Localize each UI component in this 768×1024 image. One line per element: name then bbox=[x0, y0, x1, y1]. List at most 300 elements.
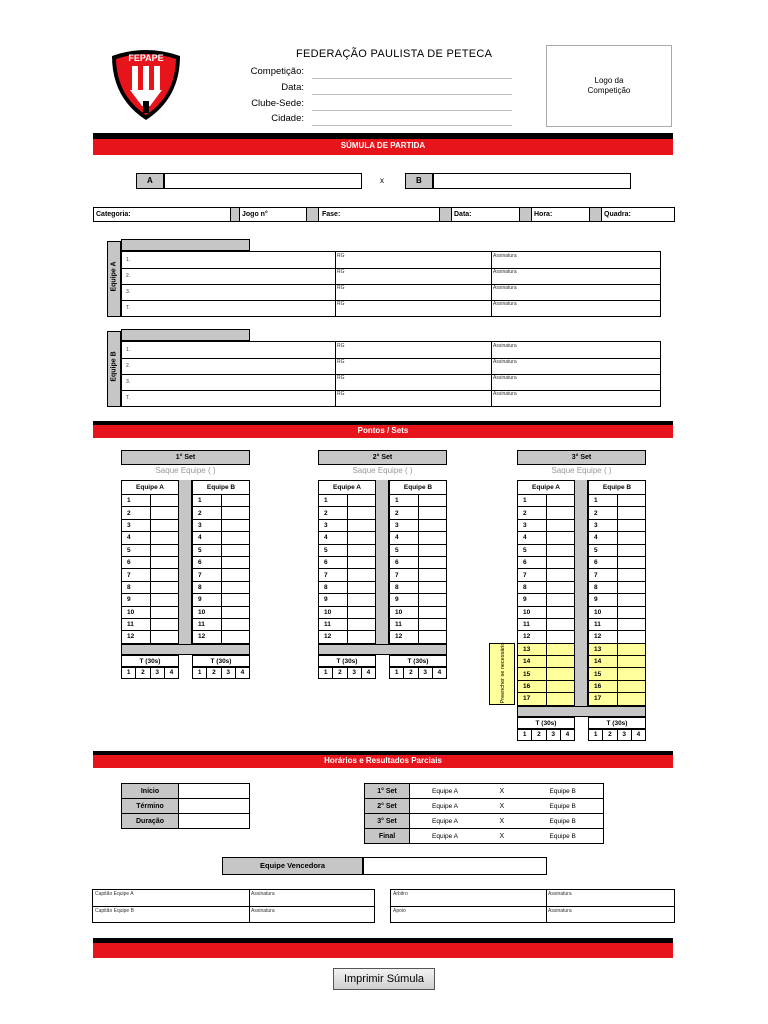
point-number: 12 bbox=[390, 631, 419, 643]
point-number: 2 bbox=[518, 507, 547, 519]
point-cell[interactable] bbox=[418, 556, 446, 568]
point-number: 8 bbox=[390, 581, 419, 593]
point-number: 11 bbox=[122, 618, 151, 630]
result-team-b[interactable]: Equipe B bbox=[520, 799, 604, 814]
point-cell[interactable] bbox=[150, 507, 178, 519]
hora-label: Hora: bbox=[534, 211, 553, 218]
roster-b-row: 1. bbox=[126, 347, 131, 353]
apoio-label: Apoio bbox=[393, 908, 406, 914]
set-title: 2° Set bbox=[318, 450, 447, 465]
sig-label: Assinatura bbox=[493, 343, 517, 349]
rg-label: RG bbox=[337, 359, 345, 365]
point-cell[interactable] bbox=[221, 544, 249, 556]
point-number: 5 bbox=[390, 544, 419, 556]
officials-sign bbox=[390, 889, 675, 923]
point-number: 7 bbox=[589, 569, 618, 581]
set-divider bbox=[178, 480, 192, 655]
roster-a-grid bbox=[121, 251, 661, 317]
rg-label: RG bbox=[337, 269, 345, 275]
results-table bbox=[364, 783, 604, 844]
t30-label: T (30s) bbox=[192, 655, 250, 667]
point-cell[interactable] bbox=[418, 532, 446, 544]
org-title: FEDERAÇÃO PAULISTA DE PETECA bbox=[296, 48, 493, 60]
point-number: 10 bbox=[193, 606, 222, 618]
point-number: 1 bbox=[122, 495, 151, 507]
point-number: 4 bbox=[193, 532, 222, 544]
point-cell[interactable] bbox=[418, 507, 446, 519]
categoria-label: Categoria: bbox=[96, 211, 131, 218]
cap-a-label: Capitão Equipe A bbox=[95, 891, 134, 897]
saque-label: Saque Equipe ( ) bbox=[352, 466, 413, 475]
point-number: 5 bbox=[193, 544, 222, 556]
point-cell[interactable] bbox=[617, 606, 645, 618]
point-number: 5 bbox=[589, 544, 618, 556]
t30-box[interactable]: 4 bbox=[235, 667, 249, 678]
t30-box[interactable]: 2 bbox=[603, 729, 617, 740]
inicio-label: Início bbox=[122, 784, 179, 799]
roster-a-row: 3. bbox=[126, 289, 131, 295]
fase-label: Fase: bbox=[322, 211, 341, 218]
bottom-bar-red bbox=[93, 943, 673, 958]
point-cell[interactable] bbox=[617, 507, 645, 519]
point-number: 4 bbox=[518, 532, 547, 544]
t30-box[interactable]: 4 bbox=[631, 729, 645, 740]
roster-a-row: T. bbox=[126, 305, 130, 311]
point-number: 9 bbox=[390, 594, 419, 606]
t30-box[interactable]: 1 bbox=[319, 667, 333, 678]
point-number: 10 bbox=[518, 606, 547, 618]
point-cell[interactable] bbox=[347, 532, 375, 544]
data-label: Data: bbox=[454, 211, 472, 218]
times-table bbox=[121, 783, 250, 829]
point-cell[interactable] bbox=[347, 618, 375, 630]
point-cell[interactable] bbox=[546, 519, 574, 531]
point-cell[interactable] bbox=[617, 631, 645, 643]
comp-logo-line2: Competição bbox=[587, 86, 631, 95]
info-row bbox=[93, 207, 675, 222]
points-table-b bbox=[389, 480, 447, 644]
point-cell[interactable] bbox=[347, 581, 375, 593]
point-cell[interactable] bbox=[546, 594, 574, 606]
point-cell[interactable] bbox=[617, 693, 645, 705]
point-cell[interactable] bbox=[347, 556, 375, 568]
point-cell[interactable] bbox=[617, 556, 645, 568]
roster-b-row: 2. bbox=[126, 363, 131, 369]
result-team-b[interactable]: Equipe B bbox=[520, 814, 604, 829]
points-table-a bbox=[517, 480, 575, 706]
point-cell[interactable] bbox=[617, 495, 645, 507]
point-number: 4 bbox=[122, 532, 151, 544]
point-number: 15 bbox=[589, 668, 618, 680]
point-cell[interactable] bbox=[546, 581, 574, 593]
roster-b-row: T. bbox=[126, 395, 130, 401]
t30-box[interactable]: 2 bbox=[333, 667, 347, 678]
sig-label: Assinatura bbox=[251, 908, 275, 914]
t30-box[interactable]: 3 bbox=[418, 667, 432, 678]
col-header: Equipe A bbox=[122, 481, 179, 495]
duracao-value[interactable] bbox=[179, 814, 250, 829]
point-cell[interactable] bbox=[418, 519, 446, 531]
points-title: Pontos / Sets bbox=[93, 425, 673, 438]
point-cell[interactable] bbox=[418, 594, 446, 606]
result-set-label: 2° Set bbox=[365, 799, 410, 814]
point-cell[interactable] bbox=[347, 594, 375, 606]
point-cell[interactable] bbox=[546, 618, 574, 630]
result-x: X bbox=[500, 784, 520, 799]
result-x: X bbox=[500, 799, 520, 814]
t30-box[interactable]: 1 bbox=[390, 667, 404, 678]
point-cell[interactable] bbox=[546, 631, 574, 643]
t30-box[interactable]: 4 bbox=[164, 667, 178, 678]
point-number: 6 bbox=[518, 556, 547, 568]
point-number: 12 bbox=[319, 631, 348, 643]
set-divider bbox=[375, 480, 389, 655]
t30-label: T (30s) bbox=[517, 717, 575, 729]
set-title: 3° Set bbox=[517, 450, 646, 465]
point-cell[interactable] bbox=[221, 532, 249, 544]
clube-sede-field[interactable] bbox=[312, 110, 512, 111]
point-number: 4 bbox=[589, 532, 618, 544]
point-number: 11 bbox=[193, 618, 222, 630]
point-cell[interactable] bbox=[221, 519, 249, 531]
point-number: 13 bbox=[518, 643, 547, 655]
point-number: 3 bbox=[319, 519, 348, 531]
duracao-label: Duração bbox=[122, 814, 179, 829]
point-number: 4 bbox=[319, 532, 348, 544]
point-number: 12 bbox=[193, 631, 222, 643]
point-cell[interactable] bbox=[221, 569, 249, 581]
t30-table bbox=[389, 667, 447, 679]
col-header: Equipe A bbox=[319, 481, 376, 495]
t30-box[interactable]: 4 bbox=[361, 667, 375, 678]
print-button[interactable]: Imprimir Súmula bbox=[333, 968, 435, 990]
result-x: X bbox=[500, 829, 520, 844]
point-number: 3 bbox=[518, 519, 547, 531]
point-number: 2 bbox=[390, 507, 419, 519]
cidade-field[interactable] bbox=[312, 125, 512, 126]
roster-team-a bbox=[107, 239, 662, 319]
captains-sign bbox=[92, 889, 375, 923]
point-cell[interactable] bbox=[150, 495, 178, 507]
point-cell[interactable] bbox=[221, 507, 249, 519]
sig-label: Assinatura bbox=[493, 391, 517, 397]
point-cell[interactable] bbox=[150, 544, 178, 556]
point-cell[interactable] bbox=[617, 594, 645, 606]
point-cell[interactable] bbox=[546, 569, 574, 581]
roster-a-row: 2. bbox=[126, 273, 131, 279]
point-cell[interactable] bbox=[418, 544, 446, 556]
result-row bbox=[365, 784, 604, 799]
inicio-value[interactable] bbox=[179, 784, 250, 799]
result-set-label: 1° Set bbox=[365, 784, 410, 799]
point-cell[interactable] bbox=[546, 693, 574, 705]
termino-label: Término bbox=[122, 799, 179, 814]
points-table-a bbox=[318, 480, 376, 644]
point-cell[interactable] bbox=[418, 495, 446, 507]
t30-box[interactable]: 2 bbox=[207, 667, 221, 678]
point-number: 12 bbox=[518, 631, 547, 643]
roster-b-title: Equipe B bbox=[110, 351, 118, 382]
logo-text: FEPAPE bbox=[128, 53, 164, 63]
result-row bbox=[365, 799, 604, 814]
team-b-input[interactable] bbox=[433, 173, 631, 189]
point-number: 2 bbox=[193, 507, 222, 519]
point-number: 5 bbox=[518, 544, 547, 556]
jogo-label: Jogo n° bbox=[242, 211, 268, 218]
point-number: 3 bbox=[193, 519, 222, 531]
point-cell[interactable] bbox=[617, 668, 645, 680]
point-cell[interactable] bbox=[546, 544, 574, 556]
rg-label: RG bbox=[337, 285, 345, 291]
t30-box[interactable]: 2 bbox=[532, 729, 546, 740]
roster-b-row: 3. bbox=[126, 379, 131, 385]
col-header: Equipe A bbox=[518, 481, 575, 495]
point-number: 4 bbox=[390, 532, 419, 544]
sep bbox=[589, 208, 602, 221]
point-cell[interactable] bbox=[418, 569, 446, 581]
point-cell[interactable] bbox=[347, 569, 375, 581]
point-number: 10 bbox=[390, 606, 419, 618]
set-block bbox=[318, 450, 448, 750]
result-team-b[interactable]: Equipe B bbox=[520, 829, 604, 844]
roster-a-header bbox=[121, 239, 250, 251]
t30-box[interactable]: 3 bbox=[150, 667, 164, 678]
result-team-a[interactable]: Equipe A bbox=[410, 784, 500, 799]
set-title: 1° Set bbox=[121, 450, 250, 465]
point-number: 6 bbox=[390, 556, 419, 568]
point-cell[interactable] bbox=[617, 544, 645, 556]
point-cell[interactable] bbox=[150, 581, 178, 593]
point-number: 9 bbox=[319, 594, 348, 606]
sep bbox=[439, 208, 452, 221]
sig-label: Assinatura bbox=[493, 359, 517, 365]
saque-label: Saque Equipe ( ) bbox=[551, 466, 612, 475]
set-gray-bar bbox=[318, 644, 447, 655]
rg-label: RG bbox=[337, 253, 345, 259]
sig-label: Assinatura bbox=[493, 269, 517, 275]
point-number: 13 bbox=[589, 643, 618, 655]
t30-box[interactable]: 4 bbox=[432, 667, 446, 678]
point-cell[interactable] bbox=[150, 556, 178, 568]
point-cell[interactable] bbox=[221, 495, 249, 507]
sig-label: Assinatura bbox=[548, 891, 572, 897]
t30-box[interactable]: 2 bbox=[404, 667, 418, 678]
t30-label: T (30s) bbox=[318, 655, 376, 667]
label-cidade: Cidade: bbox=[271, 113, 304, 124]
point-cell[interactable] bbox=[546, 495, 574, 507]
point-cell[interactable] bbox=[617, 569, 645, 581]
winner-input[interactable] bbox=[363, 857, 547, 875]
col-header: Equipe B bbox=[589, 481, 646, 495]
point-cell[interactable] bbox=[221, 581, 249, 593]
sep bbox=[230, 208, 240, 221]
vs-text: x bbox=[380, 176, 384, 185]
points-table-b bbox=[588, 480, 646, 706]
point-cell[interactable] bbox=[150, 519, 178, 531]
set-block bbox=[121, 450, 251, 750]
result-team-a[interactable]: Equipe A bbox=[410, 799, 500, 814]
t30-box[interactable]: 3 bbox=[617, 729, 631, 740]
point-number: 7 bbox=[122, 569, 151, 581]
point-cell[interactable] bbox=[347, 495, 375, 507]
t30-label: T (30s) bbox=[588, 717, 646, 729]
point-number: 1 bbox=[390, 495, 419, 507]
point-cell[interactable] bbox=[617, 581, 645, 593]
result-team-a[interactable]: Equipe A bbox=[410, 829, 500, 844]
point-number: 10 bbox=[319, 606, 348, 618]
rg-label: RG bbox=[337, 391, 345, 397]
fill-note bbox=[489, 643, 515, 705]
point-cell[interactable] bbox=[418, 631, 446, 643]
rg-label: RG bbox=[337, 301, 345, 307]
point-cell[interactable] bbox=[617, 532, 645, 544]
sep bbox=[306, 208, 319, 221]
point-cell[interactable] bbox=[347, 544, 375, 556]
point-cell[interactable] bbox=[418, 618, 446, 630]
point-number: 16 bbox=[589, 680, 618, 692]
t30-box[interactable]: 1 bbox=[518, 729, 532, 740]
point-cell[interactable] bbox=[150, 594, 178, 606]
roster-a-row: 1. bbox=[126, 257, 131, 263]
point-number: 7 bbox=[193, 569, 222, 581]
point-number: 8 bbox=[193, 581, 222, 593]
point-number: 5 bbox=[319, 544, 348, 556]
point-number: 3 bbox=[589, 519, 618, 531]
sig-label: Assinatura bbox=[251, 891, 275, 897]
cap-b-label: Capitão Equipe B bbox=[95, 908, 134, 914]
point-number: 10 bbox=[122, 606, 151, 618]
point-cell[interactable] bbox=[221, 618, 249, 630]
point-cell[interactable] bbox=[150, 569, 178, 581]
point-number: 3 bbox=[390, 519, 419, 531]
t30-box[interactable]: 1 bbox=[122, 667, 136, 678]
termino-value[interactable] bbox=[179, 799, 250, 814]
point-number: 8 bbox=[589, 581, 618, 593]
competicao-field[interactable] bbox=[312, 78, 512, 79]
point-cell[interactable] bbox=[617, 680, 645, 692]
sig-label: Assinatura bbox=[548, 908, 572, 914]
point-number: 1 bbox=[518, 495, 547, 507]
points-table-a bbox=[121, 480, 179, 644]
point-cell[interactable] bbox=[546, 656, 574, 668]
t30-table bbox=[192, 667, 250, 679]
comp-logo-line1: Logo da bbox=[594, 76, 624, 85]
point-number: 7 bbox=[319, 569, 348, 581]
point-cell[interactable] bbox=[347, 631, 375, 643]
point-cell[interactable] bbox=[221, 556, 249, 568]
point-cell[interactable] bbox=[546, 507, 574, 519]
point-cell[interactable] bbox=[418, 606, 446, 618]
sig-label: Assinatura bbox=[493, 285, 517, 291]
point-cell[interactable] bbox=[221, 631, 249, 643]
sig-label: Assinatura bbox=[493, 253, 517, 259]
roster-a-title: Equipe A bbox=[110, 261, 118, 292]
point-number: 17 bbox=[589, 693, 618, 705]
t30-box[interactable]: 3 bbox=[546, 729, 560, 740]
winner-label: Equipe Vencedora bbox=[222, 857, 363, 875]
point-number: 11 bbox=[390, 618, 419, 630]
point-cell[interactable] bbox=[150, 618, 178, 630]
t30-box[interactable]: 1 bbox=[589, 729, 603, 740]
col-header: Equipe B bbox=[193, 481, 250, 495]
t30-table bbox=[588, 729, 646, 741]
point-cell[interactable] bbox=[546, 680, 574, 692]
point-cell[interactable] bbox=[221, 594, 249, 606]
point-cell[interactable] bbox=[617, 519, 645, 531]
t30-table bbox=[121, 667, 179, 679]
t30-box[interactable]: 4 bbox=[560, 729, 574, 740]
data-field[interactable] bbox=[312, 94, 512, 95]
point-cell[interactable] bbox=[150, 631, 178, 643]
label-competicao: Competição: bbox=[250, 66, 304, 77]
team-b-label: B bbox=[405, 173, 433, 189]
roster-team-b bbox=[107, 329, 662, 409]
point-number: 6 bbox=[319, 556, 348, 568]
results-title: Horários e Resultados Parciais bbox=[93, 755, 673, 768]
point-number: 8 bbox=[122, 581, 151, 593]
point-cell[interactable] bbox=[546, 643, 574, 655]
point-cell[interactable] bbox=[617, 643, 645, 655]
point-number: 12 bbox=[589, 631, 618, 643]
point-number: 12 bbox=[122, 631, 151, 643]
point-number: 17 bbox=[518, 693, 547, 705]
t30-box[interactable]: 3 bbox=[221, 667, 235, 678]
result-set-label: 3° Set bbox=[365, 814, 410, 829]
point-number: 5 bbox=[122, 544, 151, 556]
point-number: 11 bbox=[319, 618, 348, 630]
label-clube-sede: Clube-Sede: bbox=[251, 98, 304, 109]
result-team-b[interactable]: Equipe B bbox=[520, 784, 604, 799]
set-divider bbox=[574, 480, 588, 717]
sig-label: Assinatura bbox=[493, 301, 517, 307]
result-row bbox=[365, 829, 604, 844]
point-cell[interactable] bbox=[347, 519, 375, 531]
point-cell[interactable] bbox=[546, 556, 574, 568]
point-number: 14 bbox=[518, 656, 547, 668]
team-a-input[interactable] bbox=[164, 173, 362, 189]
point-number: 6 bbox=[122, 556, 151, 568]
point-number: 16 bbox=[518, 680, 547, 692]
rg-label: RG bbox=[337, 375, 345, 381]
arbitro-label: Árbitro bbox=[393, 891, 408, 897]
point-cell[interactable] bbox=[546, 668, 574, 680]
point-cell[interactable] bbox=[347, 606, 375, 618]
point-cell[interactable] bbox=[150, 606, 178, 618]
point-number: 9 bbox=[193, 594, 222, 606]
point-cell[interactable] bbox=[617, 656, 645, 668]
roster-b-header bbox=[121, 329, 250, 341]
point-cell[interactable] bbox=[546, 606, 574, 618]
point-cell[interactable] bbox=[347, 507, 375, 519]
t30-label: T (30s) bbox=[389, 655, 447, 667]
sep bbox=[519, 208, 532, 221]
point-number: 7 bbox=[390, 569, 419, 581]
result-team-a[interactable]: Equipe A bbox=[410, 814, 500, 829]
set-block bbox=[517, 450, 647, 750]
result-x: X bbox=[500, 814, 520, 829]
point-cell[interactable] bbox=[150, 532, 178, 544]
point-number: 10 bbox=[589, 606, 618, 618]
point-number: 1 bbox=[589, 495, 618, 507]
point-cell[interactable] bbox=[546, 532, 574, 544]
point-cell[interactable] bbox=[221, 606, 249, 618]
t30-box[interactable]: 2 bbox=[136, 667, 150, 678]
t30-box[interactable]: 1 bbox=[193, 667, 207, 678]
point-cell[interactable] bbox=[617, 618, 645, 630]
t30-box[interactable]: 3 bbox=[347, 667, 361, 678]
fill-note-text: Preencher se necessário bbox=[500, 642, 506, 704]
point-cell[interactable] bbox=[418, 581, 446, 593]
